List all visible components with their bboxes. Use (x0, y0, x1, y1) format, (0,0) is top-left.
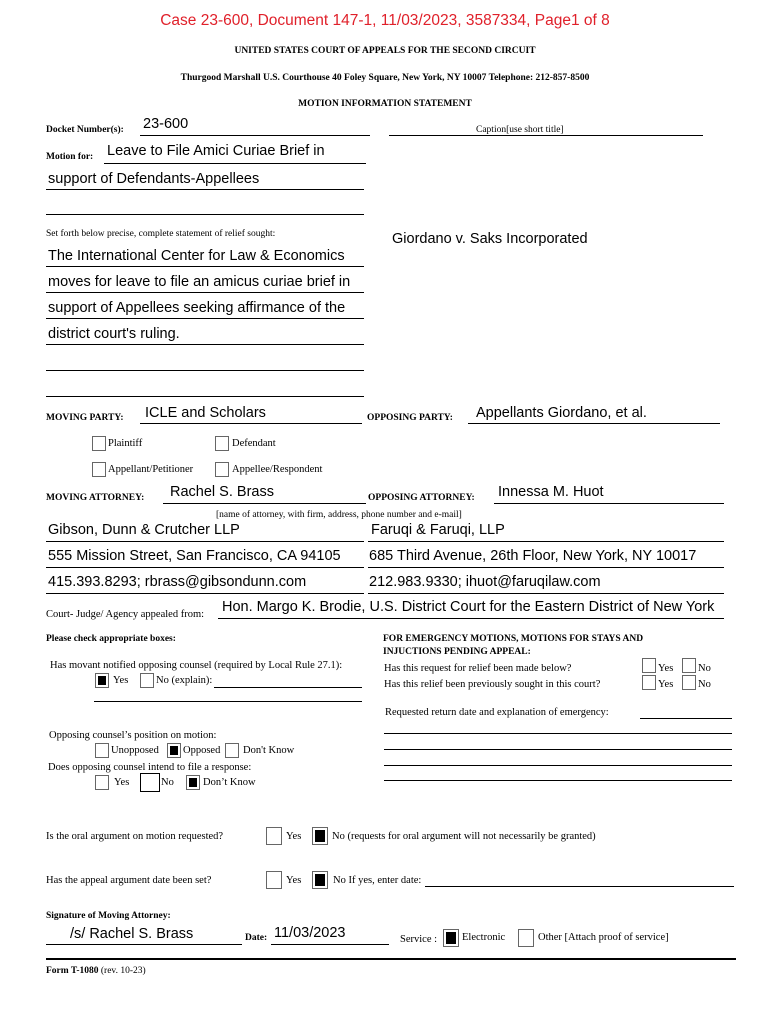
moving-attorney-contact[interactable]: 415.393.8293; rbrass@gibsondunn.com (48, 574, 307, 590)
notified-no-label: No (explain): (156, 675, 213, 686)
dont-know-label: Don't Know (243, 745, 295, 756)
appeal-date-line (425, 886, 734, 887)
emergency-line-4 (384, 780, 732, 781)
attorney-hint: [name of attorney, with firm, address, phone number and e-mail] (216, 510, 462, 520)
explain-line-1 (214, 687, 362, 688)
opposing-attorney-name[interactable]: Innessa M. Huot (498, 484, 604, 500)
moving-attorney-label: MOVING ATTORNEY: (46, 493, 145, 503)
moving-address-line (46, 567, 364, 568)
opposing-party-line (468, 423, 720, 424)
opposing-attorney-label: OPPOSING ATTORNEY: (368, 493, 475, 503)
relief-rule-5 (46, 370, 364, 371)
oral-yes-label: Yes (286, 831, 302, 842)
caption-label: Caption[use short title] (476, 125, 564, 135)
response-yes-checkbox[interactable] (95, 775, 109, 790)
moving-attorney-name[interactable]: Rachel S. Brass (170, 484, 274, 500)
unopposed-label: Unopposed (111, 745, 159, 756)
form-revision: (rev. 10-23) (100, 966, 146, 976)
moving-contact-line (46, 593, 364, 594)
appellee-checkbox[interactable] (215, 462, 229, 477)
court-address: Thurgood Marshall U.S. Courthouse 40 Foley Square, New York, NY 10007 Telephone: 212-857-8500 (180, 73, 590, 83)
emergency-q1: Has this request for relief been made below? (384, 663, 572, 674)
notified-yes-checkbox[interactable] (95, 673, 109, 688)
service-electronic-label: Electronic (462, 932, 506, 943)
emergency-heading-2: INJUCTIONS PENDING APPEAL: (383, 647, 531, 657)
oral-question: Is the oral argument on motion requested? (46, 831, 224, 842)
return-date-label: Requested return date and explanation of emergency: (385, 707, 609, 718)
relief-rule-3 (46, 318, 364, 319)
relief-label: Set forth below precise, complete statement of relief sought: (46, 229, 276, 239)
opposing-attorney-line (494, 503, 724, 504)
relief-rule-1 (46, 266, 364, 267)
q2-no-label: No (698, 679, 711, 690)
court-appealed-value[interactable]: Hon. Margo K. Brodie, U.S. District Court for the Eastern District of New York (222, 599, 715, 615)
form-id: Form T-1080 (46, 966, 99, 976)
relief-rule-4 (46, 344, 364, 345)
opposing-firm-line (368, 541, 724, 542)
moving-party-value[interactable]: ICLE and Scholars (145, 405, 266, 421)
service-other-label: Other [Attach proof of service] (538, 932, 669, 943)
response-dont-know-checkbox[interactable] (186, 775, 200, 790)
defendant-label: Defendant (232, 438, 276, 449)
emergency-line-1 (384, 733, 732, 734)
signature-label: Signature of Moving Attorney: (46, 911, 171, 921)
opposing-contact-line (368, 593, 724, 594)
q1-yes-checkbox[interactable] (642, 658, 656, 673)
appeal-yes-checkbox[interactable] (266, 871, 282, 889)
q1-no-label: No (698, 663, 711, 674)
footer-rule (46, 958, 736, 960)
checks-heading: Please check appropriate boxes: (46, 634, 176, 644)
relief-line-2[interactable]: moves for leave to file an amicus curiae brief in (48, 274, 351, 290)
notified-no-checkbox[interactable] (140, 673, 154, 688)
response-question: Does opposing counsel intend to file a response: (48, 762, 252, 773)
q2-yes-label: Yes (658, 679, 674, 690)
form-number (46, 966, 146, 976)
motion-for-line-2[interactable]: support of Defendants-Appellees (48, 171, 260, 187)
relief-line-1[interactable]: The International Center for Law & Economics (48, 248, 345, 264)
opposing-party-label: OPPOSING PARTY: (367, 413, 453, 423)
docket-number[interactable]: 23-600 (143, 116, 189, 132)
unopposed-checkbox[interactable] (95, 743, 109, 758)
opposing-attorney-contact[interactable]: 212.983.9330; ihuot@faruqilaw.com (369, 574, 601, 590)
opposed-checkbox[interactable] (167, 743, 181, 758)
appeal-date-question: Has the appeal argument date been set? (46, 875, 212, 886)
appeal-no-checkbox[interactable] (312, 871, 328, 889)
emergency-heading-1: FOR EMERGENCY MOTIONS, MOTIONS FOR STAYS AND (383, 634, 644, 644)
docket-label: Docket Number(s): (46, 125, 124, 135)
emergency-line-3 (384, 765, 732, 766)
oral-no-checkbox[interactable] (312, 827, 328, 845)
plaintiff-label: Plaintiff (108, 438, 143, 449)
explain-line-2 (94, 701, 362, 702)
service-label: Service : (400, 934, 438, 945)
moving-attorney-firm[interactable]: Gibson, Dunn & Crutcher LLP (48, 522, 240, 538)
caption-line (389, 135, 703, 136)
form-title: MOTION INFORMATION STATEMENT (298, 99, 472, 109)
motion-for-line-1[interactable]: Leave to File Amici Curiae Brief in (107, 143, 325, 159)
relief-rule-2 (46, 292, 364, 293)
q2-no-checkbox[interactable] (682, 675, 696, 690)
q2-yes-checkbox[interactable] (642, 675, 656, 690)
oral-yes-checkbox[interactable] (266, 827, 282, 845)
oral-no-label: No (requests for oral argument will not necessarily be granted) (332, 831, 596, 842)
date-value[interactable]: 11/03/2023 (274, 925, 346, 941)
relief-line-3[interactable]: support of Appellees seeking affirmance of the (48, 300, 346, 316)
response-yes-label: Yes (114, 777, 130, 788)
appeal-yes-label: Yes (286, 875, 302, 886)
response-no-checkbox[interactable] (140, 773, 160, 792)
appeal-no-label: No If yes, enter date: (333, 875, 422, 886)
emergency-q2: Has this relief been previously sought in this court? (384, 679, 601, 690)
moving-attorney-address[interactable]: 555 Mission Street, San Francisco, CA 94105 (48, 548, 341, 564)
opposing-address-line (368, 567, 724, 568)
opposing-attorney-address[interactable]: 685 Third Avenue, 26th Floor, New York, NY 10017 (369, 548, 697, 564)
service-electronic-checkbox[interactable] (443, 929, 459, 947)
appellant-label: Appellant/Petitioner (108, 464, 194, 475)
appellant-checkbox[interactable] (92, 462, 106, 477)
emergency-line-2 (384, 749, 732, 750)
signature-line (46, 944, 242, 945)
notified-yes-label: Yes (113, 675, 129, 686)
appellee-label: Appellee/Respondent (232, 464, 323, 475)
service-other-checkbox[interactable] (518, 929, 534, 947)
court-name: UNITED STATES COURT OF APPEALS FOR THE SECOND CIRCUIT (234, 46, 536, 56)
docket-line (140, 135, 370, 136)
defendant-checkbox[interactable] (215, 436, 229, 451)
caption-value[interactable]: Giordano v. Saks Incorporated (392, 231, 588, 247)
motion-for-label: Motion for: (46, 152, 94, 162)
motion-line-3 (46, 214, 364, 215)
moving-attorney-line (163, 503, 366, 504)
opposing-party-value[interactable]: Appellants Giordano, et al. (476, 405, 647, 421)
return-date-line (640, 718, 732, 719)
case-header: Case 23-600, Document 147-1, 11/03/2023, 3587334, Page1 of 8 (160, 12, 610, 29)
date-label: Date: (245, 933, 268, 943)
court-appealed-label: Court- Judge/ Agency appealed from: (46, 609, 205, 620)
motion-line-2 (46, 189, 364, 190)
opposing-attorney-firm[interactable]: Faruqi & Faruqi, LLP (371, 522, 505, 538)
moving-party-label: MOVING PARTY: (46, 413, 124, 423)
opposed-label: Opposed (183, 745, 221, 756)
relief-rule-6 (46, 396, 364, 397)
moving-party-line (140, 423, 362, 424)
notified-question: Has movant notified opposing counsel (required by Local Rule 27.1): (50, 660, 343, 671)
signature-value[interactable]: /s/ Rachel S. Brass (70, 926, 194, 942)
motion-line-1 (104, 163, 366, 164)
response-no-label: No (161, 777, 174, 788)
dont-know-checkbox[interactable] (225, 743, 239, 758)
q1-yes-label: Yes (658, 663, 674, 674)
q1-no-checkbox[interactable] (682, 658, 696, 673)
relief-line-4[interactable]: district court's ruling. (48, 326, 180, 342)
plaintiff-checkbox[interactable] (92, 436, 106, 451)
date-line (271, 944, 389, 945)
moving-firm-line (46, 541, 364, 542)
position-question: Opposing counsel’s position on motion: (49, 730, 217, 741)
response-dont-know-label: Don’t Know (203, 777, 256, 788)
court-appealed-line (218, 618, 724, 619)
